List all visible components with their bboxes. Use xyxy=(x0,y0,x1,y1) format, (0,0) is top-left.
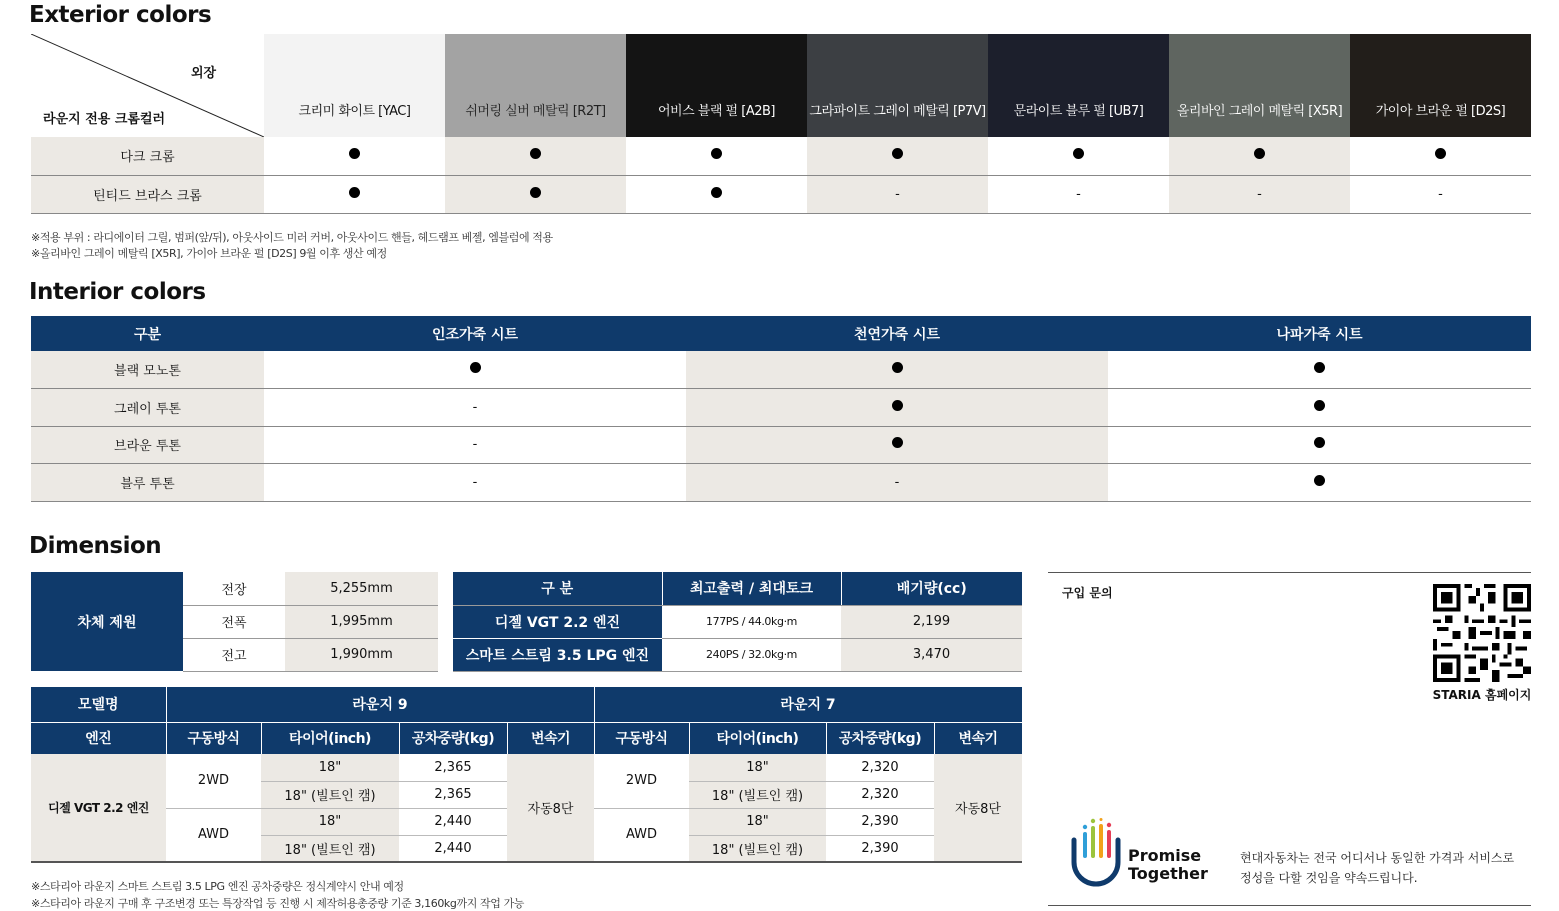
engine-name: 스마트 스트림 3.5 LPG 엔진 xyxy=(453,638,662,671)
engine-header-power: 최고출력 / 최대토크 xyxy=(662,572,841,605)
interior-header-nappa: 나파가죽 시트 xyxy=(1108,316,1531,351)
filled-dot-icon xyxy=(1314,437,1325,448)
swatch-yac: 크리미 화이트 [YAC] xyxy=(264,34,445,137)
filled-dot-icon xyxy=(1314,475,1325,486)
exterior-row-brass-chrome xyxy=(31,175,1531,213)
engine-cc: 3,470 xyxy=(841,638,1022,671)
mark-cell xyxy=(686,351,1108,389)
spec-value: 1,990mm xyxy=(285,638,438,671)
mark-cell xyxy=(686,426,1108,464)
mark-cell xyxy=(1108,351,1531,389)
mark-cell xyxy=(686,389,1108,427)
weight: 2,365 xyxy=(399,754,507,781)
sub-tire: 타이어(inch) xyxy=(261,722,399,754)
mark-cell: - xyxy=(1169,175,1350,213)
spec-value: 1,995mm xyxy=(285,605,438,638)
divider xyxy=(1048,905,1531,906)
promise-together-logo-icon xyxy=(1068,818,1124,890)
corner-top-label: 외장 xyxy=(191,66,217,81)
transmission: 자동8단 xyxy=(507,754,594,862)
inquiry-label: 구입 문의 xyxy=(1062,586,1113,600)
filled-dot-icon xyxy=(1254,148,1265,159)
filled-dot-icon xyxy=(349,148,360,159)
filled-dot-icon xyxy=(1073,148,1084,159)
tire: 18" xyxy=(261,808,399,835)
mark-cell: - xyxy=(807,175,988,213)
qr-label: STARIA 홈페이지 xyxy=(1432,688,1532,702)
corner-cell xyxy=(31,34,264,137)
drive-2wd: 2WD xyxy=(594,754,689,808)
interior-row xyxy=(31,389,1531,427)
sub-trans: 변속기 xyxy=(934,722,1022,754)
spec-name: 전폭 xyxy=(183,605,285,638)
engine-header-category: 구 분 xyxy=(453,572,662,605)
row-label: 틴티드 브라스 크롬 xyxy=(31,175,264,213)
weight: 2,320 xyxy=(826,781,934,808)
spec-name: 전장 xyxy=(183,572,285,605)
swatch-a2b: 어비스 블랙 펄 [A2B] xyxy=(626,34,807,137)
promise-description xyxy=(1240,848,1514,888)
mark-cell xyxy=(1350,137,1531,175)
filled-dot-icon xyxy=(1314,362,1325,373)
mark-cell: - xyxy=(264,389,686,427)
mark-cell xyxy=(264,137,445,175)
mark-cell xyxy=(445,175,626,213)
filled-dot-icon xyxy=(892,437,903,448)
model-engine-name: 디젤 VGT 2.2 엔진 xyxy=(31,754,166,862)
sub-weight: 공차중량(kg) xyxy=(826,722,934,754)
body-spec-table xyxy=(31,572,438,672)
spec-name: 전고 xyxy=(183,638,285,671)
mark-cell: - xyxy=(1350,175,1531,213)
weight: 2,440 xyxy=(399,835,507,862)
mark-cell xyxy=(1108,464,1531,502)
engine-name: 디젤 VGT 2.2 엔진 xyxy=(453,605,662,638)
transmission: 자동8단 xyxy=(934,754,1022,862)
spec-value: 5,255mm xyxy=(285,572,438,605)
exterior-note-2: ※올리바인 그레이 메탈릭 [X5R], 가이아 브라운 펄 [D2S] 9월 이후 생산 예정 xyxy=(31,247,387,260)
dimension-note-1: ※스타리아 라운지 스마트 스트림 3.5 LPG 엔진 공차중량은 정식계약시 안내 예정 xyxy=(31,880,404,893)
exterior-row-dark-chrome xyxy=(31,137,1531,175)
filled-dot-icon xyxy=(349,187,360,198)
promise-desc-2: 정성을 다할 것임을 약속드립니다. xyxy=(1240,871,1418,885)
mark-cell: - xyxy=(686,464,1108,502)
mark-cell: - xyxy=(988,175,1169,213)
group-lounge7: 라운지 7 xyxy=(594,687,1022,722)
filled-dot-icon xyxy=(892,362,903,373)
engine-cc: 2,199 xyxy=(841,605,1022,638)
sub-drive: 구동방식 xyxy=(166,722,261,754)
engine-power: 177PS / 44.0kg·m xyxy=(662,605,841,638)
mark-cell: - xyxy=(264,426,686,464)
sub-trans: 변속기 xyxy=(507,722,594,754)
drive-awd: AWD xyxy=(594,808,689,862)
corner-bottom-label: 라운지 전용 크롬컬러 xyxy=(43,112,166,127)
tire: 18" xyxy=(261,754,399,781)
swatch-d2s: 가이아 브라운 펄 [D2S] xyxy=(1350,34,1531,137)
tire: 18" xyxy=(689,754,826,781)
tire: 18" (빌트인 캠) xyxy=(689,835,826,862)
engine-power: 240PS / 32.0kg·m xyxy=(662,638,841,671)
promise-line-1: Promise xyxy=(1128,846,1202,865)
body-spec-label: 차체 제원 xyxy=(31,572,183,671)
tire: 18" (빌트인 캠) xyxy=(261,835,399,862)
interior-header-leather: 천연가죽 시트 xyxy=(686,316,1108,351)
filled-dot-icon xyxy=(1314,400,1325,411)
mark-cell xyxy=(1169,137,1350,175)
filled-dot-icon xyxy=(470,362,481,373)
sub-weight: 공차중량(kg) xyxy=(399,722,507,754)
mark-cell xyxy=(626,137,807,175)
interior-header-category: 구분 xyxy=(31,316,264,351)
tire: 18" (빌트인 캠) xyxy=(689,781,826,808)
promise-desc-1: 현대자동차는 전국 어디서나 동일한 가격과 서비스로 xyxy=(1240,851,1515,865)
mark-cell xyxy=(1108,389,1531,427)
tire: 18" (빌트인 캠) xyxy=(261,781,399,808)
mark-cell xyxy=(1108,426,1531,464)
mark-cell: - xyxy=(264,464,686,502)
qr-code-icon[interactable] xyxy=(1433,584,1531,682)
mark-cell xyxy=(807,137,988,175)
mark-cell xyxy=(264,175,445,213)
tire: 18" xyxy=(689,808,826,835)
swatch-p7v: 그라파이트 그레이 메탈릭 [P7V] xyxy=(807,34,988,137)
engine-header-cc: 배기량(cc) xyxy=(841,572,1022,605)
swatch-ub7: 문라이트 블루 펄 [UB7] xyxy=(988,34,1169,137)
dimension-title: Dimension xyxy=(29,533,162,559)
row-label: 브라운 투톤 xyxy=(31,426,264,464)
weight: 2,320 xyxy=(826,754,934,781)
filled-dot-icon xyxy=(711,187,722,198)
row-label: 그레이 투톤 xyxy=(31,389,264,427)
mark-cell xyxy=(988,137,1169,175)
mark-cell xyxy=(264,351,686,389)
swatch-r2t: 쉬머링 실버 메탈릭 [R2T] xyxy=(445,34,626,137)
interior-row xyxy=(31,426,1531,464)
sub-tire: 타이어(inch) xyxy=(689,722,826,754)
filled-dot-icon xyxy=(892,400,903,411)
interior-header-synthetic: 인조가죽 시트 xyxy=(264,316,686,351)
promise-together-text xyxy=(1128,847,1208,883)
filled-dot-icon xyxy=(1435,148,1446,159)
row-label: 다크 크롬 xyxy=(31,137,264,175)
weight: 2,365 xyxy=(399,781,507,808)
promise-line-2: Together xyxy=(1128,864,1208,883)
interior-row xyxy=(31,464,1531,502)
dimension-note-2: ※스타리아 라운지 구매 후 구조변경 또는 특장작업 등 진행 시 제작허용총중량 기준 3,160kg까지 작업 가능 xyxy=(31,897,525,910)
engine-table xyxy=(453,572,1022,672)
weight: 2,390 xyxy=(826,808,934,835)
interior-row xyxy=(31,351,1531,389)
exterior-note-1: ※적용 부위 : 라디에이터 그릴, 범퍼(앞/뒤), 아웃사이드 미러 커버, 아웃사이드 핸들, 헤드램프 베젤, 엠블럼에 적용 xyxy=(31,231,553,244)
drive-2wd: 2WD xyxy=(166,754,261,808)
filled-dot-icon xyxy=(711,148,722,159)
weight: 2,390 xyxy=(826,835,934,862)
model-label: 모델명 xyxy=(31,687,166,722)
divider xyxy=(1048,572,1531,573)
interior-table xyxy=(31,316,1531,502)
drive-awd: AWD xyxy=(166,808,261,862)
engine-label: 엔진 xyxy=(31,722,166,754)
group-lounge9: 라운지 9 xyxy=(166,687,594,722)
mark-cell xyxy=(445,137,626,175)
filled-dot-icon xyxy=(530,148,541,159)
row-label: 블루 투톤 xyxy=(31,464,264,502)
row-label: 블랙 모노톤 xyxy=(31,351,264,389)
sub-drive: 구동방식 xyxy=(594,722,689,754)
exterior-table xyxy=(31,34,1531,214)
interior-title: Interior colors xyxy=(29,279,206,305)
model-table xyxy=(31,687,1023,863)
mark-cell xyxy=(626,175,807,213)
exterior-title: Exterior colors xyxy=(29,2,212,28)
filled-dot-icon xyxy=(530,187,541,198)
swatch-x5r: 올리바인 그레이 메탈릭 [X5R] xyxy=(1169,34,1350,137)
weight: 2,440 xyxy=(399,808,507,835)
filled-dot-icon xyxy=(892,148,903,159)
